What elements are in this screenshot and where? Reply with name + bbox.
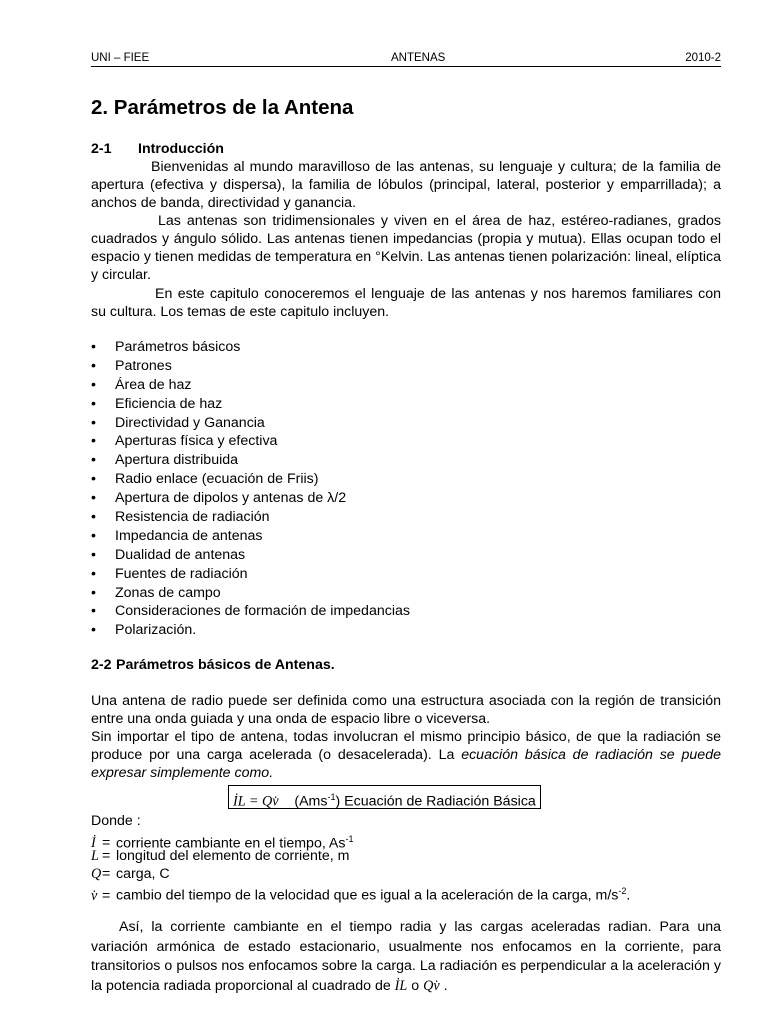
topic-label: Patrones [115, 357, 172, 374]
inline-conjunction: o [407, 977, 424, 994]
bullet-icon: • [91, 509, 96, 526]
topic-list-item [91, 470, 410, 489]
equation-units-exponent: -1 [327, 792, 336, 802]
topic-list-item [91, 602, 410, 621]
section-number: 2-2 [91, 657, 112, 673]
definition-text: corriente cambiante en el tiempo, As [116, 835, 346, 852]
inline-math-qv: Qv̇ [423, 977, 440, 994]
definition-exponent: -2 [618, 886, 627, 897]
basics-paragraph-3-text: Así, la corriente cambiante en el tiempo radia y las cargas aceleradas radian. Para una variación armónica de estado estacionario, usualmente nos enfocamos en la corriente, para transitorios o pulsos nos enfocamos sobre la carga. La radiación es perpendicular a la aceleración y la potencia radiada proporcional al cuadrado de [91, 919, 721, 994]
bullet-icon: • [91, 490, 96, 507]
topics-list [91, 338, 410, 640]
definition-exponent: -1 [345, 833, 354, 844]
bullet-icon: • [91, 584, 96, 601]
intro-paragraph-1: Bienvenidas al mundo maravilloso de las antenas, su lenguaje y cultura; de la familia de apertura (efectiva y dispersa), la familia de lóbulos (principal, lateral, posterior y emparrillada); a anchos de banda, directividad y ganancia. [91, 159, 721, 211]
equation-lhs: İL = Qv̇ [233, 793, 279, 810]
bullet-icon: • [91, 527, 96, 544]
topic-list-item [91, 376, 410, 395]
topic-label: Aperturas física y efectiva [115, 433, 278, 450]
topic-list-item [91, 489, 410, 508]
equation-units-suffix: ) Ecuación de Radiación Básica [335, 793, 536, 810]
bullet-icon: • [91, 603, 96, 620]
section-number: 2-1 [91, 141, 112, 157]
topic-label: Dualidad de antenas [115, 546, 246, 563]
inline-period: . [439, 977, 448, 994]
topic-list-item [91, 395, 410, 414]
definition-row [91, 866, 630, 884]
topic-label: Directividad y Ganancia [115, 414, 265, 431]
radiation-equation-box [228, 785, 541, 809]
bullet-icon: • [91, 546, 96, 563]
definition-text: carga, C [116, 865, 170, 882]
topic-list-item [91, 414, 410, 433]
topic-label: Resistencia de radiación [115, 509, 270, 526]
section-heading-basics [91, 657, 335, 673]
topic-list-item [91, 451, 410, 470]
header-subject: ANTENAS [391, 52, 446, 64]
topic-label: Zonas de campo [115, 584, 221, 601]
section-title: Parámetros básicos de Antenas. [116, 657, 335, 673]
section-title: Introducción [138, 141, 224, 157]
definition-equals: = [102, 865, 111, 882]
topic-label: Fuentes de radiación [115, 565, 248, 582]
topic-label: Consideraciones de formación de impedancias [115, 603, 410, 620]
bullet-icon: • [91, 414, 96, 431]
definition-equals: = [102, 888, 111, 905]
definitions-list [91, 831, 631, 905]
basics-paragraph-3 [91, 918, 721, 996]
donde-label: Donde : [91, 813, 141, 829]
definition-text: longitud del elemento de corriente, m [116, 848, 350, 865]
topic-label: Apertura de dipolos y antenas de λ/2 [115, 490, 347, 507]
definition-tail: . [626, 888, 631, 905]
definition-symbol: v̇ [91, 888, 98, 905]
topic-label: Impedancia de antenas [115, 527, 263, 544]
basics-paragraph-2-emphasis: ecuación básica de radiación se puede expresar simplemente como. [91, 747, 721, 781]
topic-label: Polarización. [115, 622, 197, 639]
topic-list-item [91, 584, 410, 603]
topic-list-item [91, 508, 410, 527]
page-header [91, 52, 721, 67]
bullet-icon: • [91, 622, 96, 639]
definitions-block [91, 813, 631, 905]
topic-label: Radio enlace (ecuación de Friis) [115, 471, 319, 488]
bullet-icon: • [91, 471, 96, 488]
topic-list-item [91, 546, 410, 565]
header-term: 2010-2 [685, 52, 721, 64]
definition-equals: = [102, 835, 111, 852]
definition-symbol: L [91, 848, 99, 865]
bullet-icon: • [91, 565, 96, 582]
definition-symbol: Q [91, 865, 102, 882]
topic-list-item [91, 527, 410, 546]
topic-list-item [91, 432, 410, 451]
header-institution: UNI – FIEE [91, 52, 150, 64]
bullet-icon: • [91, 395, 96, 412]
topic-label: Apertura distribuida [115, 452, 239, 469]
section-heading-intro [91, 141, 224, 157]
topic-label: Eficiencia de haz [115, 395, 223, 412]
topic-list-item [91, 338, 410, 357]
basics-paragraph-2-text: Sin importar el tipo de antena, todas involucran el mismo principio básico, de que la radiación se produce por una carga acelerada (o desacelerada). La [91, 729, 721, 763]
topic-label: Área de haz [115, 376, 192, 393]
bullet-icon: • [91, 339, 96, 355]
intro-paragraph-3: En este capitulo conoceremos el lenguaje de las antenas y nos haremos familiares con su cultura. Los temas de este capitulo incluyen. [91, 286, 721, 320]
topic-list-item [91, 357, 410, 376]
bullet-icon: • [91, 452, 96, 469]
topic-list-item [91, 565, 410, 584]
definition-text: cambio del tiempo de la velocidad que es igual a la aceleración de la carga, m/s [116, 888, 619, 905]
basics-paragraph-1: Una antena de radio puede ser definida como una estructura asociada con la región de transición entre una onda guiada y una onda de espacio libre o viceversa. [91, 693, 721, 727]
basics-paragraph-2 [91, 728, 721, 782]
topic-list-item [91, 621, 410, 640]
inline-math-il: İL [394, 977, 408, 994]
intro-paragraph-2: Las antenas son tridimensionales y viven en el área de haz, estéreo-radianes, grados cuadrados y ángulo sólido. Las antenas tienen impedancias (propia y mutua). Ellas ocupan todo el espacio y tienen medidas de temperatura en °Kelvin. Las antenas tienen polarización: lineal, elíptica y circular. [91, 213, 721, 283]
bullet-icon: • [91, 357, 96, 374]
definition-row [91, 848, 630, 866]
definition-row [91, 831, 630, 852]
bullet-icon: • [91, 433, 96, 450]
bullet-icon: • [91, 376, 96, 393]
definition-row [91, 883, 631, 905]
definition-equals: = [102, 848, 111, 865]
topic-label: Parámetros básicos [115, 339, 241, 355]
definition-symbol: İ [91, 835, 96, 852]
equation-units-prefix: (Ams [294, 793, 328, 810]
chapter-title: 2. Parámetros de la Antena [91, 96, 354, 119]
